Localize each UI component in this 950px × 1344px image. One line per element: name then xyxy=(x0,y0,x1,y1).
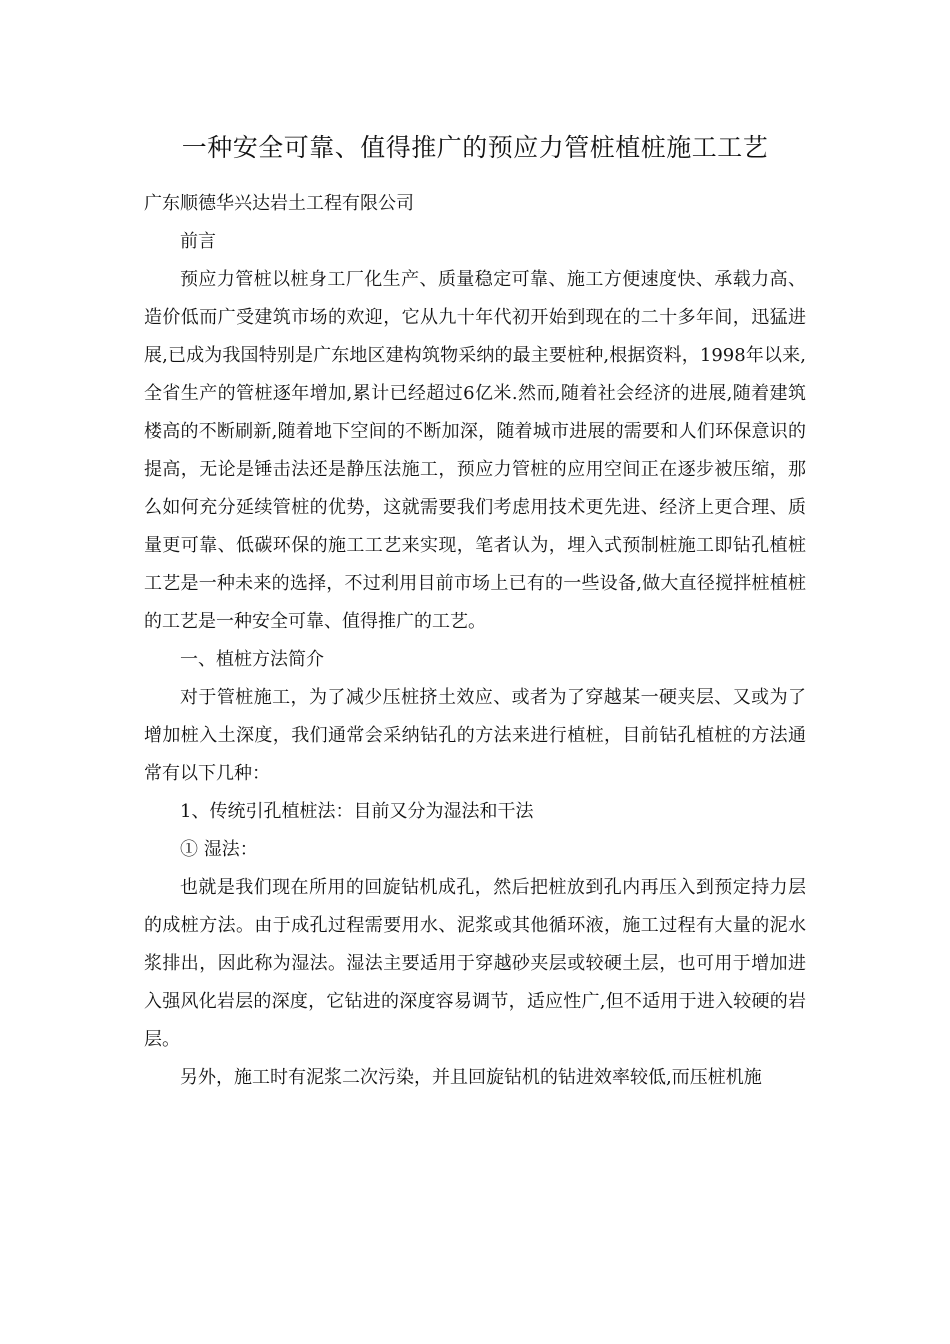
paragraph-wet-method: 也就是我们现在所用的回旋钻机成孔，然后把桩放到孔内再压入到预定持力层的成桩方法。由于成孔过程需要用水、泥浆或其他循环液，施工过程有大量的泥水浆排出，因此称为湿法。湿法主要适用于穿越砂夹层或较硬土层，也可用于增加进入强风化岩层的深度，它钻进的深度容易调节，适应性广,但不适用于进入较硬的岩层。 xyxy=(144,877,806,1050)
subheading-traditional-method: 1、传统引孔植桩法：目前又分为湿法和干法 xyxy=(180,801,534,822)
paragraph-methods-intro: 对于管桩施工，为了减少压桩挤土效应、或者为了穿越某一硬夹层、又或为了增加桩入土深度，我们通常会采纳钻孔的方法来进行植桩，目前钻孔植桩的方法通常有以下几种： xyxy=(144,687,806,784)
paragraph-preface: 预应力管桩以桩身工厂化生产、质量稳定可靠、施工方便速度快、承载力高、造价低而广受建筑市场的欢迎，它从九十年代初开始到现在的二十多年间，迅猛进展,已成为我国特别是广东地区建构筑物采纳的最主要桩种,根据资料，1998年以来,全省生产的管桩逐年增加,累计已经超过6亿米.然而,随着社会经济的进展,随着建筑楼高的不断刷新,随着地下空间的不断加深，随着城市进展的需要和人们环保意识的提高，无论是锤击法还是静压法施工，预应力管桩的应用空间正在逐步被压缩，那么如何充分延续管桩的优势，这就需要我们考虑用技术更先进、经济上更合理、质量更可靠、低碳环保的施工工艺来实现，笔者认为，埋入式预制桩施工即钻孔植桩工艺是一种未来的选择，不过利用目前市场上已有的一些设备,做大直径搅拌桩植桩的工艺是一种安全可靠、值得推广的工艺。 xyxy=(144,269,806,632)
author-line: 广东顺德华兴达岩土工程有限公司 xyxy=(144,193,414,214)
subheading-wet-method: ① 湿法： xyxy=(180,839,258,860)
document-body xyxy=(144,185,806,1097)
section-heading-methods: 一、植桩方法简介 xyxy=(180,649,324,670)
section-heading-preface: 前言 xyxy=(180,231,216,252)
paragraph-continued: 另外，施工时有泥浆二次污染，并且回旋钻机的钻进效率较低,而压桩机施 xyxy=(180,1067,762,1088)
document-title: 一种安全可靠、值得推广的预应力管桩植桩施工工艺 xyxy=(181,133,769,162)
